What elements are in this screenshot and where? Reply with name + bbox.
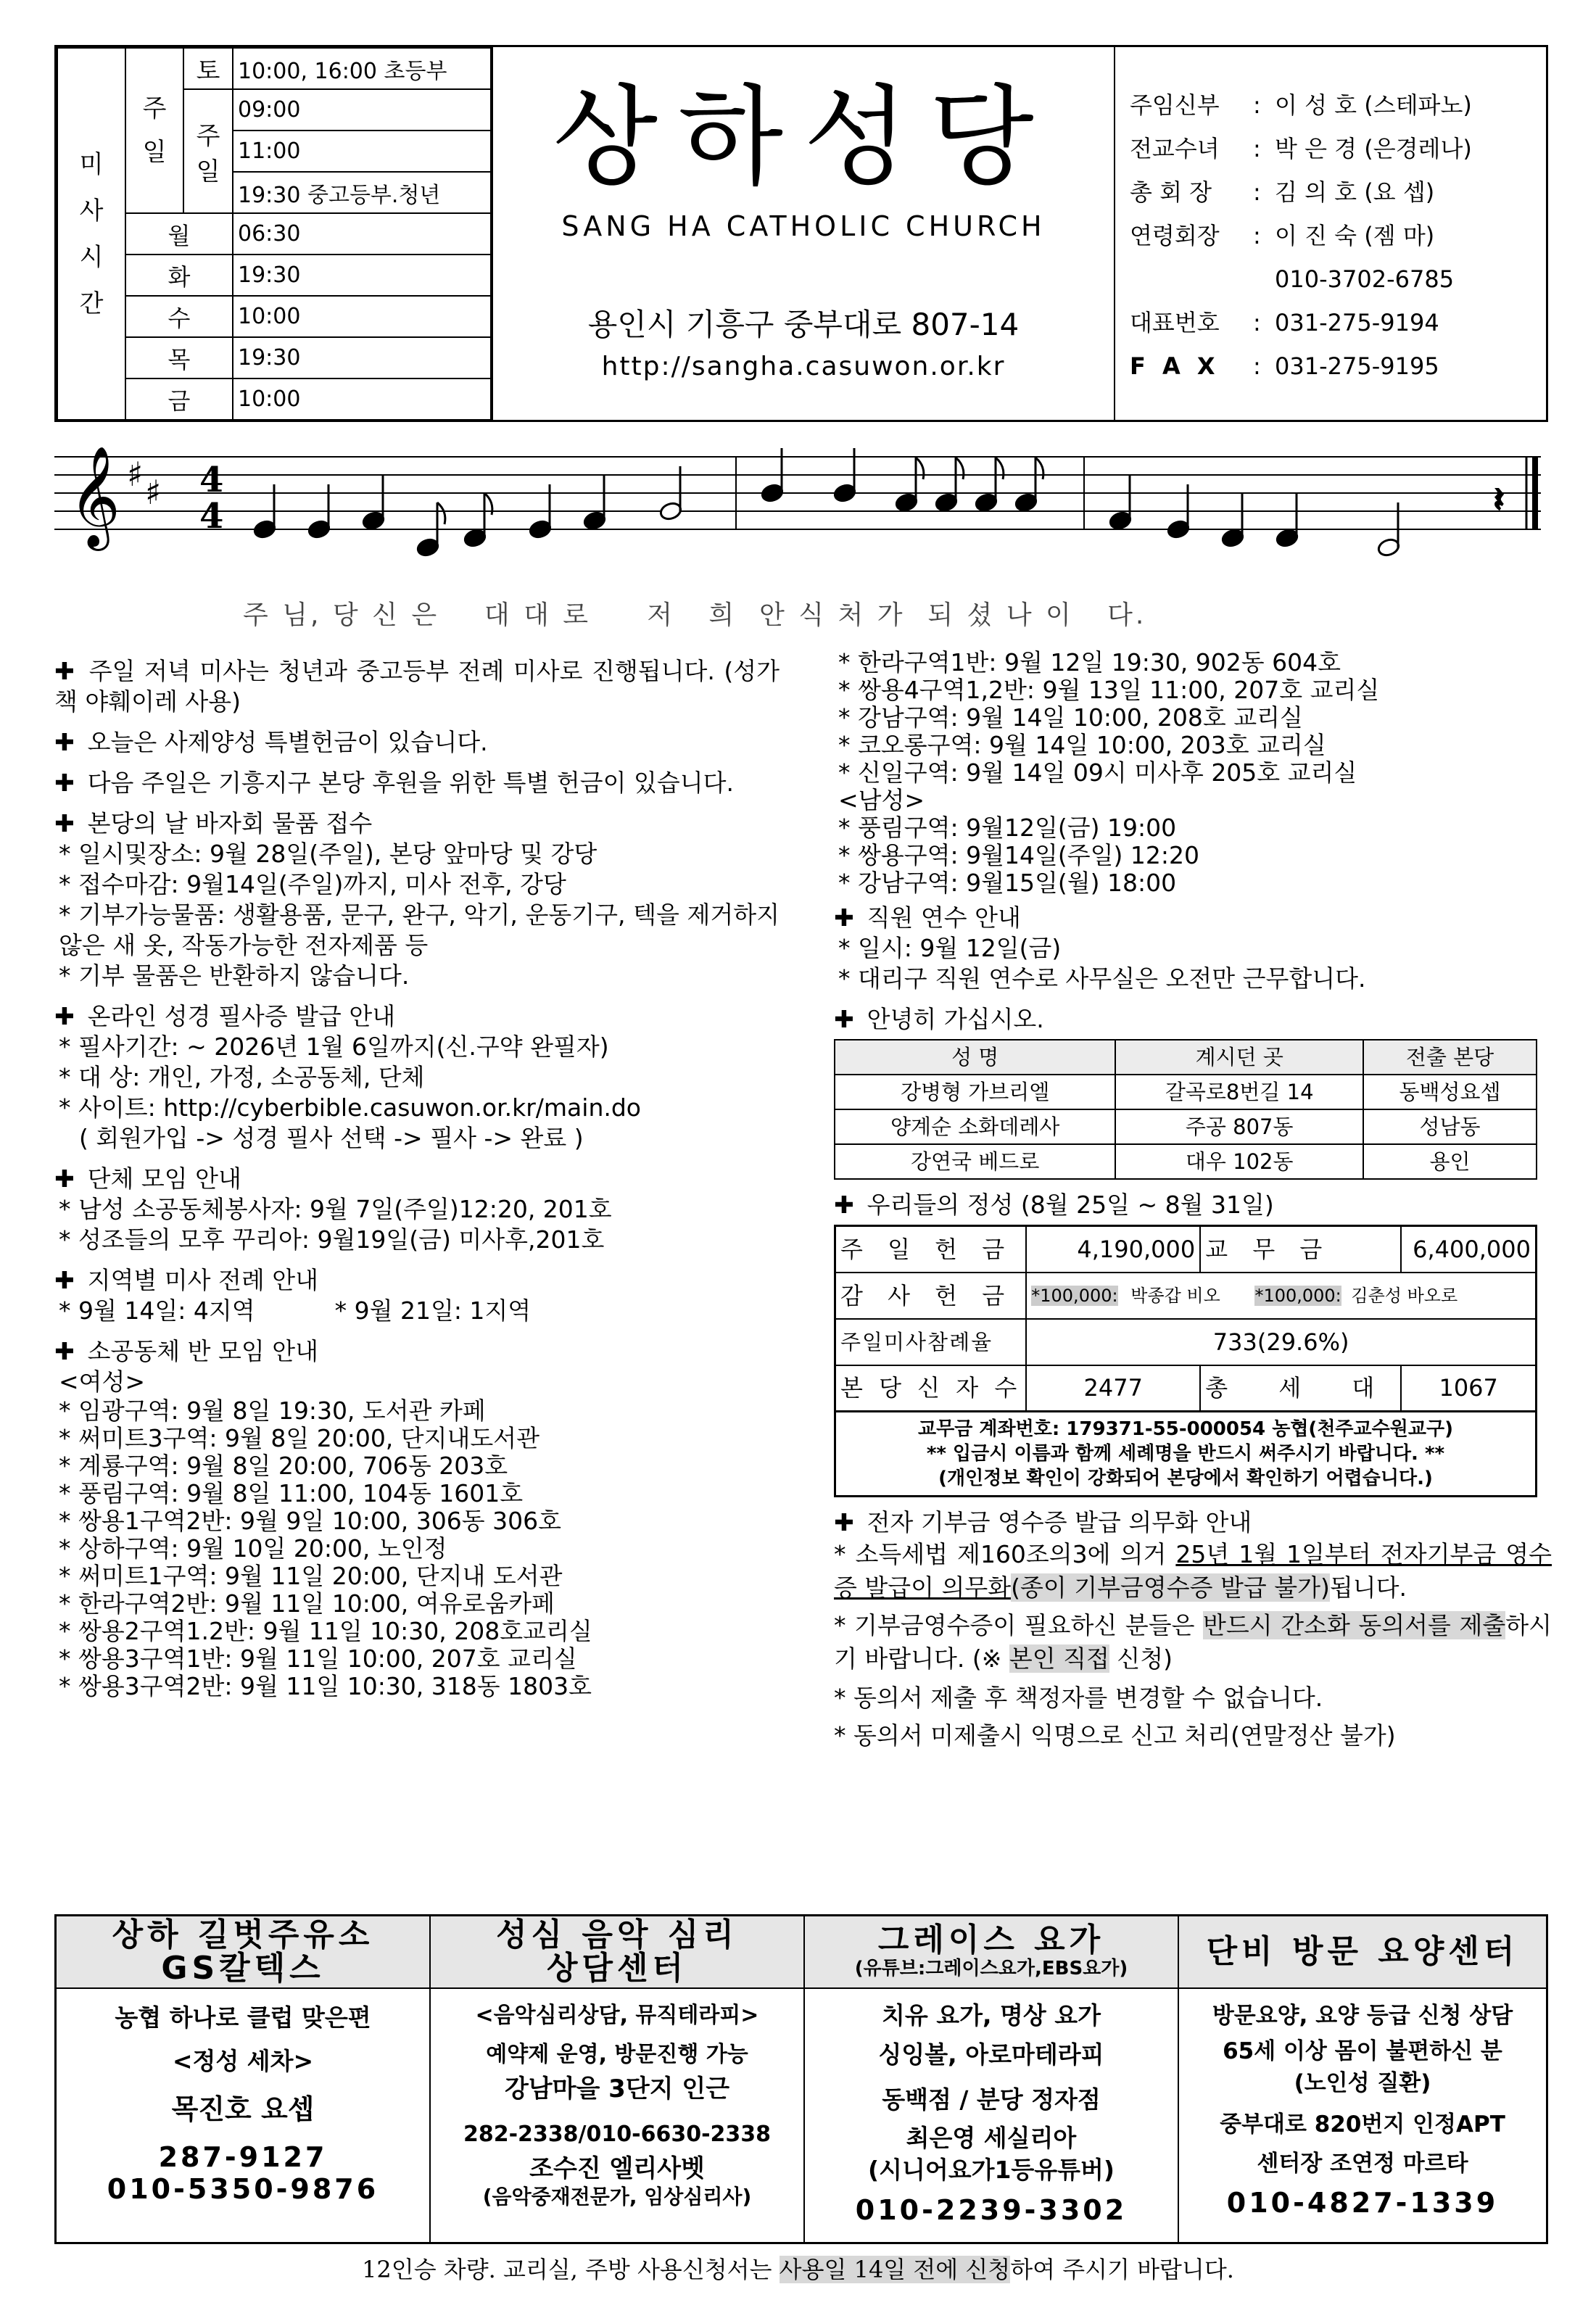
staff-role: 전교수녀 [1130, 135, 1220, 162]
mass-label-char: 간 [79, 289, 104, 318]
ad-line: 방문요양, 요양 등급 신청 상담 [1212, 2003, 1513, 2029]
list-item: * 쌍용4구역1,2반: 9월 13일 11:00, 207호 교리실 [838, 676, 1380, 704]
notice-line: * 대 상: 개인, 가정, 소공동체, 단체 [59, 1063, 425, 1091]
notice-title: 직원 연수 안내 [867, 903, 1021, 932]
offering-section [834, 1190, 1552, 1497]
notice-donation-receipt [834, 1507, 1552, 1751]
table-cell: 교 무 금 [1200, 1226, 1401, 1273]
table-cell: 4,190,000 [1026, 1226, 1200, 1273]
table-row [835, 1109, 1537, 1144]
footer-text: 12인승 차량. 교리실, 주방 사용신청서는 [362, 2256, 780, 2283]
ad-line: 농협 하나로 클럽 맞은편 [115, 2003, 371, 2032]
church-title-block [492, 47, 1115, 420]
receipt-highlight: 본인 직접 [1009, 1644, 1109, 1673]
staff-separator: : [1253, 309, 1261, 336]
ad-line: 목진호 요셉 [171, 2093, 315, 2125]
ad-line: 동백점 / 분당 정자점 [882, 2085, 1101, 2114]
notice-line: * 9월 14일: 4지역 [59, 1296, 255, 1325]
staff-role: 총 회 장 [1130, 178, 1212, 206]
list-item: * 코오롱구역: 9월 14일 10:00, 203호 교리실 [838, 731, 1326, 759]
list-item: * 임광구역: 9월 8일 19:30, 도서관 카페 [59, 1397, 486, 1425]
note-flag [956, 458, 964, 479]
ad-line: 예약제 운영, 방문진행 가능 [486, 2042, 748, 2067]
mass-label-char: 사 [79, 196, 104, 226]
donor-name: 김춘성 바오로 [1351, 1285, 1458, 1306]
table-row [835, 1144, 1537, 1179]
sunday-time: 11:00 [233, 131, 491, 172]
mass-label-char: 시 [79, 242, 104, 272]
rest-icon: 𝄽 [1494, 480, 1505, 519]
list-item: * 써미트3구역: 9월 8일 20:00, 단지내도서관 [59, 1424, 540, 1452]
sunday-sub-label [183, 89, 233, 213]
bank-account-box [834, 1412, 1537, 1497]
svg-text:♯: ♯ [127, 455, 144, 494]
list-item: * 쌍용3구역2반: 9월 11일 10:30, 318동 1803호 [59, 1672, 592, 1700]
notice-title: 본당의 날 바자회 물품 접수 [87, 809, 373, 837]
ad-line: (음악중재전문가, 임상심리사) [482, 2185, 752, 2209]
transfer-table [834, 1039, 1537, 1180]
footer-highlight: 사용일 14일 전에 신청 [779, 2256, 1011, 2283]
ad-line: <정성 세차> [172, 2047, 314, 2075]
staff-row [1130, 127, 1543, 170]
mass-time-label [57, 48, 125, 420]
svg-text:♯: ♯ [145, 473, 162, 512]
receipt-highlight: 반드시 간소화 동의서를 제출 [1203, 1611, 1506, 1639]
ad-care-center [1179, 1916, 1546, 2242]
ad-line: (시니어요가1등유튜버) [867, 2156, 1115, 2184]
offering-table [834, 1225, 1537, 1412]
list-item: * 강남구역: 9월 14일 10:00, 208호 교리실 [838, 703, 1303, 732]
donor-name: 박종갑 비오 [1130, 1285, 1220, 1306]
table-cell: 동백성요셉 [1363, 1075, 1537, 1109]
staff-row [1130, 214, 1543, 257]
notice-small-community [54, 1336, 780, 1700]
ad-phone: 010-2239-3302 [855, 2194, 1128, 2226]
table-cell: 2477 [1026, 1365, 1200, 1412]
right-column [834, 649, 1552, 1751]
cross-icon: ✚ [54, 1164, 75, 1193]
ad-phone: 287-9127 [158, 2141, 328, 2173]
ad-line: 강남마을 3단지 인근 [504, 2074, 730, 2103]
ad-phone: 010-4827-1339 [1226, 2187, 1499, 2219]
note-flag [916, 458, 924, 479]
bank-note: ** 입금시 이름과 함께 세례명을 반드시 써주시기 바랍니다. ** [926, 1443, 1445, 1465]
table-cell: 감 사 헌 금 [835, 1273, 1027, 1319]
table-header: 전출 본당 [1363, 1040, 1537, 1075]
music-score [54, 428, 1548, 638]
staff-name: 박 은 경 (은경레나) [1275, 135, 1472, 162]
note-flag [996, 458, 1004, 479]
ad-title: 상하 길벗주유소 [112, 1916, 374, 1953]
cross-icon: ✚ [834, 1191, 854, 1219]
staff-row [1130, 301, 1543, 344]
community-list-cont [834, 649, 1552, 897]
cross-icon: ✚ [54, 657, 76, 685]
table-cell: 양계순 소화데레사 [835, 1109, 1115, 1144]
notice-line: ( 회원가입 -> 성경 필사 선택 -> 필사 -> 완료 ) [79, 1124, 584, 1152]
notice-line: * 성조들의 모후 꾸리아: 9월19일(금) 미사후,201호 [59, 1225, 605, 1254]
list-item: * 한라구역1반: 9월 12일 19:30, 902동 604호 [838, 648, 1341, 677]
svg-text:4: 4 [199, 460, 224, 500]
church-website-link[interactable]: http://sangha.casuwon.or.kr [601, 352, 1006, 381]
staff-role: 주임신부 [1130, 91, 1220, 119]
thanks-offering-cell [1026, 1273, 1536, 1319]
receipt-text: 25년 1월 1일부터 전자기부금 영수증 발급이 의무화 [834, 1540, 1552, 1602]
notice-line: * 기부 물품은 반환하지 않습니다. [59, 961, 410, 990]
receipt-highlight: (종이 기부금영수증 발급 불가) [1011, 1573, 1330, 1602]
staff-role: 대표번호 [1130, 309, 1220, 336]
bank-note: (개인정보 확인이 강화되어 본당에서 확인하기 어렵습니다.) [938, 1468, 1433, 1489]
left-column [54, 656, 780, 1710]
ad-gas-station [57, 1916, 431, 2242]
staff-separator: : [1253, 222, 1261, 249]
table-cell: 총 세 대 [1200, 1365, 1401, 1412]
table-cell: 강병형 가브리엘 [835, 1075, 1115, 1109]
sunday-sub-char: 주 [196, 121, 220, 151]
sunday-time: 09:00 [233, 89, 491, 131]
cross-icon: ✚ [834, 1005, 854, 1033]
table-cell: 733(29.6%) [1026, 1319, 1536, 1365]
ad-line: 조수진 엘리사벳 [529, 2154, 705, 2183]
treble-clef-icon: 𝄞 [69, 446, 120, 547]
lyrics-line: 주 님, 당 신 은 대 대 로 저 희 안 식 처 가 되 셨 나 이 다. [243, 600, 1147, 630]
mass-schedule-table [57, 47, 492, 421]
staff-separator: : [1253, 91, 1261, 119]
notice-title: 단체 모임 안내 [87, 1164, 241, 1193]
staff-phone: 010-3702-6785 [1275, 265, 1455, 293]
notice-line: * 접수마감: 9월14일(주일)까지, 미사 전후, 강당 [59, 870, 566, 898]
staff-row [1130, 170, 1543, 214]
list-item: * 계룡구역: 9월 8일 20:00, 706동 203호 [59, 1452, 508, 1480]
footer-text: 하여 주시기 바랍니다. [1010, 2256, 1234, 2283]
list-item: * 강남구역: 9월15일(월) 18:00 [838, 869, 1177, 897]
list-item: * 신일구역: 9월 14일 09시 미사후 205호 교리실 [838, 758, 1357, 787]
table-cell: 주일미사참례율 [835, 1319, 1027, 1365]
notice-special-collection [54, 727, 780, 758]
list-item: * 풍림구역: 9월 8일 11:00, 104동 1601호 [59, 1479, 524, 1507]
ad-phone: 282-2338/010-6630-2338 [463, 2122, 772, 2147]
notice-regional-mass [54, 1265, 780, 1326]
table-cell: 강연국 베드로 [835, 1144, 1115, 1179]
table-cell: 용인 [1363, 1144, 1537, 1179]
notice-line: * 대리구 직원 연수로 사무실은 오전만 근무합니다. [838, 964, 1366, 993]
table-cell: 대우 102동 [1115, 1144, 1363, 1179]
notice-bible-certificate [54, 1001, 780, 1154]
weekday-label: 금 [125, 378, 233, 420]
notice-line: * 일시: 9월 12일(금) [838, 934, 1062, 962]
men-label: <남성> [838, 786, 925, 814]
staff-notation [54, 428, 1548, 587]
bank-account: 교무금 계좌번호: 179371-55-000054 농협(천주교수원교구) [917, 1418, 1454, 1440]
list-item: * 쌍용1구역2반: 9월 9일 10:00, 306동 306호 [59, 1507, 562, 1535]
list-item: * 쌍용2구역1.2반: 9월 11일 10:30, 208호교리실 [59, 1617, 592, 1645]
ad-phone: 010-5350-9876 [107, 2173, 379, 2205]
list-item: * 쌍용3구역1반: 9월 11일 10:00, 207호 교리실 [59, 1644, 577, 1673]
sunday-sub-char: 일 [196, 157, 220, 186]
ad-line: <음악심리상담, 뮤직테라피> [475, 2003, 759, 2028]
table-row [835, 1075, 1537, 1109]
notice-line: * 기부가능물품: 생활용품, 문구, 완구, 악기, 운동기구, 텍을 제거하지 않은 새 옷, 작동가능한 전자제품 등 [59, 901, 780, 959]
list-item: * 상하구역: 9월 10일 20:00, 노인정 [59, 1534, 447, 1563]
svg-text:4: 4 [199, 496, 224, 537]
receipt-text: 됩니다. [1329, 1573, 1407, 1602]
list-item: * 써미트1구역: 9월 11일 20:00, 단지내 도서관 [59, 1562, 563, 1590]
table-cell: 갈곡로8번길 14 [1115, 1075, 1363, 1109]
cross-icon: ✚ [834, 903, 854, 932]
table-header: 계시던 곳 [1115, 1040, 1363, 1075]
notice-title: 안녕히 가십시오. [867, 1005, 1044, 1033]
notice-text: 다음 주일은 기흥지구 본당 후원을 위한 특별 헌금이 있습니다. [87, 769, 735, 797]
ad-title: 단비 방문 요양센터 [1206, 1933, 1519, 1970]
saturday-label: 토 [183, 48, 233, 89]
notice-title: 온라인 성경 필사증 발급 안내 [87, 1002, 396, 1030]
list-item: * 한라구역2반: 9월 11일 10:00, 여유로움카페 [59, 1589, 555, 1618]
receipt-text: 신청) [1109, 1644, 1173, 1673]
ad-subtitle: (유튜브:그레이스요가,EBS요가) [854, 1958, 1128, 1979]
cross-icon: ✚ [54, 1002, 75, 1030]
notice-line: * 필사기간: ~ 2026년 1월 6일까지(신.구약 완필자) [59, 1033, 609, 1061]
list-item: * 쌍용구역: 9월14일(주일) 12:20 [838, 841, 1199, 869]
notice-line: * 남성 소공동체봉사자: 9월 7일(주일)12:20, 201호 [59, 1195, 612, 1223]
ad-title: 성심 음악 심리 [496, 1916, 738, 1953]
table-cell: 1067 [1401, 1365, 1536, 1412]
ad-line: 싱잉볼, 아로마테라피 [878, 2040, 1104, 2069]
saturday-time: 10:00, 16:00 초등부 [233, 48, 491, 89]
ad-line: 중부대로 820번지 인정APT [1220, 2111, 1505, 2138]
mass-label-char: 미 [79, 149, 104, 179]
cross-icon: ✚ [54, 809, 75, 837]
staff-separator: : [1253, 352, 1261, 380]
sunday-label-char: 주 [142, 94, 167, 123]
main-phone: 031-275-9194 [1275, 309, 1439, 336]
ad-line: 치유 요가, 명상 요가 [881, 2001, 1101, 2030]
notice-evening-mass [54, 656, 780, 717]
notice-title: 전자 기부금 영수증 발급 의무화 안내 [867, 1508, 1252, 1536]
receipt-text: * 동의서 미제출시 익명으로 신고 처리(연말정산 불가) [834, 1721, 1396, 1750]
notice-line: * 일시및장소: 9월 28일(주일), 본당 앞마당 및 강당 [59, 840, 598, 868]
table-header: 성 명 [835, 1040, 1115, 1075]
ad-line: 센터장 조연정 마르타 [1257, 2151, 1468, 2177]
ad-yoga [805, 1916, 1179, 2242]
sunday-group-label [125, 48, 183, 213]
church-name: 상하성당 [553, 75, 1054, 201]
notice-title: 지역별 미사 전례 안내 [87, 1266, 319, 1294]
notice-staff-training [834, 903, 1552, 994]
staff-row [1130, 83, 1543, 127]
staff-name: 김 의 호 (요 셉) [1275, 178, 1435, 206]
cross-icon: ✚ [54, 769, 75, 797]
note-flag [1035, 458, 1043, 479]
notice-transfers [834, 1004, 1552, 1180]
cross-icon: ✚ [54, 1266, 75, 1294]
notice-text: 오늘은 사제양성 특별헌금이 있습니다. [87, 728, 488, 756]
amount: *100,000: [1254, 1285, 1341, 1306]
weekday-label: 수 [125, 296, 233, 337]
staff-name: 이 성 호 (스테파노) [1275, 91, 1472, 119]
sunday-label-char: 일 [142, 138, 167, 167]
notice-title: 우리들의 정성 (8월 25일 ~ 8월 31일) [867, 1191, 1274, 1219]
ad-title: 그레이스 요가 [877, 1921, 1105, 1958]
staff-role: 연령회장 [1130, 222, 1220, 249]
church-english-name: SANG HA CATHOLIC CHURCH [561, 210, 1046, 242]
notice-text: 주일 저녁 미사는 청년과 중고등부 전례 미사로 진행됩니다. (성가책 야훼이레 사용) [54, 657, 780, 716]
sunday-time: 19:30 중고등부.청년 [233, 172, 491, 213]
table-cell: 주 일 헌 금 [835, 1226, 1027, 1273]
bulletin-header [54, 45, 1548, 422]
cross-icon: ✚ [834, 1508, 854, 1536]
weekday-label: 화 [125, 255, 233, 296]
staff-list [1130, 83, 1543, 388]
list-item: * 풍림구역: 9월12일(금) 19:00 [838, 814, 1177, 842]
staff-separator: : [1253, 178, 1261, 206]
weekday-time: 10:00 [233, 378, 491, 420]
note-flag [437, 502, 445, 524]
ad-line: (노인성 질환) [1294, 2070, 1431, 2096]
weekday-time: 10:00 [233, 296, 491, 337]
notice-title: 소공동체 반 모임 안내 [87, 1337, 319, 1365]
receipt-text: * 동의서 제출 후 책정자를 변경할 수 없습니다. [834, 1684, 1323, 1712]
receipt-text: * 기부금영수증이 필요하신 분들은 [834, 1611, 1204, 1639]
ad-title: 상담센터 [546, 1950, 687, 1987]
weekday-label: 월 [125, 213, 233, 255]
table-cell: 6,400,000 [1401, 1226, 1536, 1273]
ad-title: GS칼텍스 [161, 1950, 325, 1987]
weekday-label: 목 [125, 337, 233, 378]
church-address: 용인시 기흥구 중부대로 807-14 [587, 307, 1020, 342]
cross-icon: ✚ [54, 1337, 75, 1365]
cyberbible-link[interactable]: * 사이트: http://cyberbible.casuwon.or.kr/main.do [59, 1093, 641, 1122]
table-cell: 주공 807동 [1115, 1109, 1363, 1144]
ad-line: 최은영 세실리아 [906, 2124, 1077, 2152]
staff-role: F A X [1130, 352, 1220, 380]
staff-name: 이 진 숙 (젬 마) [1275, 222, 1435, 249]
notice-next-week [54, 768, 780, 798]
amount: *100,000: [1031, 1285, 1118, 1306]
weekday-time: 06:30 [233, 213, 491, 255]
ad-line: 65세 이상 몸이 불편하신 분 [1223, 2038, 1502, 2064]
staff-row [1130, 257, 1543, 301]
cross-icon: ✚ [54, 728, 75, 756]
footer-notice [0, 2251, 1596, 2285]
ad-music-therapy [431, 1916, 805, 2242]
staff-row [1130, 344, 1543, 388]
receipt-text: * 소득세법 제160조의3에 의거 [834, 1540, 1176, 1568]
notice-bazaar [54, 808, 780, 991]
fax-number: 031-275-9195 [1275, 352, 1439, 380]
notice-line: * 9월 21일: 1지역 [334, 1296, 532, 1325]
advertisement-box [54, 1914, 1548, 2244]
receipt-text: 하시기 바랍니다. (※ [834, 1611, 1552, 1673]
weekday-time: 19:30 [233, 255, 491, 296]
table-cell: 본 당 신 자 수 [835, 1365, 1027, 1412]
notice-group-meetings [54, 1164, 780, 1255]
weekday-time: 19:30 [233, 337, 491, 378]
women-label: <여성> [59, 1368, 146, 1396]
table-cell: 성남동 [1363, 1109, 1537, 1144]
staff-separator: : [1253, 135, 1261, 162]
